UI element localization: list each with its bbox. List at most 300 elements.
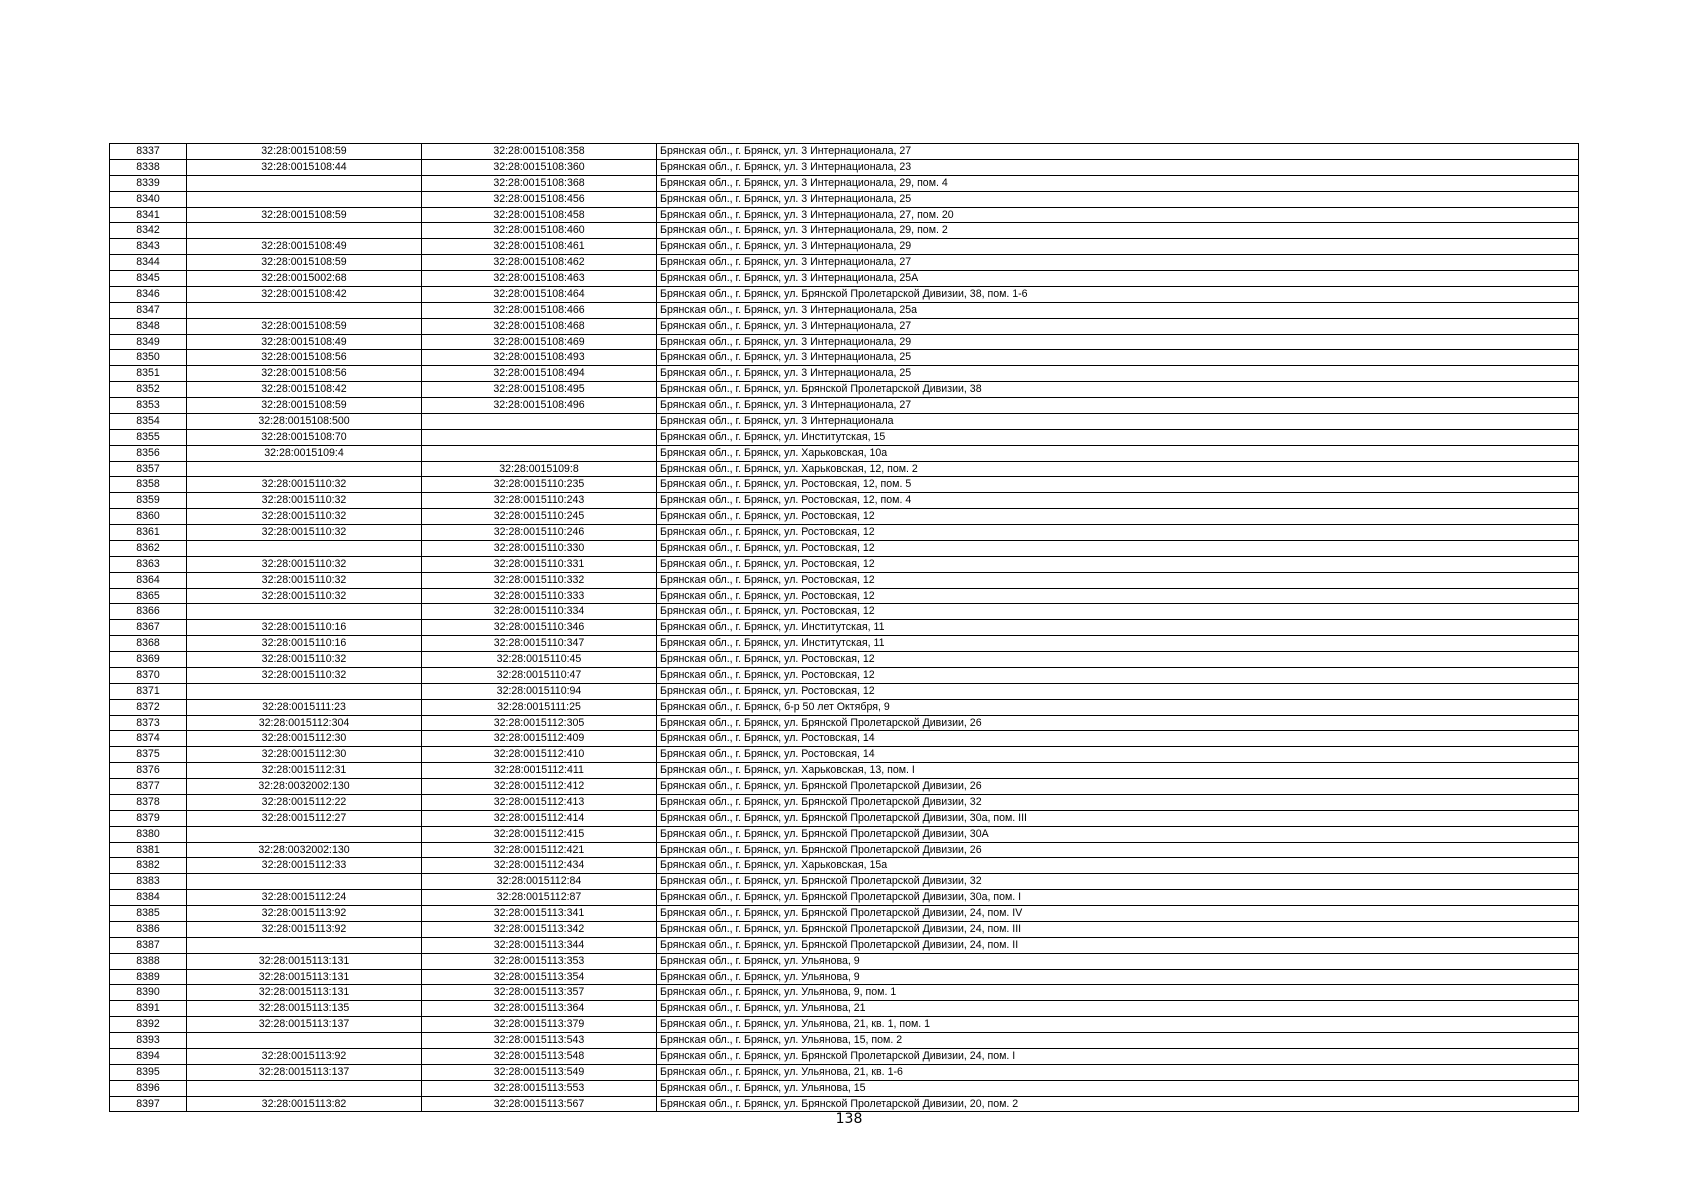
row-number-cell: 8389 <box>110 969 187 985</box>
table-row <box>110 731 1579 747</box>
cadastral-number-cell: 32:28:0015113:344 <box>422 937 657 953</box>
cadastral-number-cell <box>422 429 657 445</box>
cadastral-number-cell: 32:28:0015110:331 <box>422 556 657 572</box>
parent-cadastral-number-cell <box>187 540 422 556</box>
parent-cadastral-number-cell: 32:28:0015108:42 <box>187 382 422 398</box>
parent-cadastral-number-cell: 32:28:0015110:16 <box>187 636 422 652</box>
parent-cadastral-number-cell: 32:28:0015112:30 <box>187 731 422 747</box>
parent-cadastral-number-cell <box>187 937 422 953</box>
row-number-cell: 8360 <box>110 509 187 525</box>
row-number-cell: 8372 <box>110 699 187 715</box>
row-number-cell: 8383 <box>110 874 187 890</box>
cadastral-number-cell: 32:28:0015108:458 <box>422 207 657 223</box>
cadastral-number-cell: 32:28:0015110:334 <box>422 604 657 620</box>
address-cell: Брянская обл., г. Брянск, ул. Ульянова, 21, кв. 1, пом. 1 <box>657 1017 1579 1033</box>
parent-cadastral-number-cell <box>187 302 422 318</box>
parent-cadastral-number-cell <box>187 604 422 620</box>
address-cell: Брянская обл., г. Брянск, ул. Ульянова, 9, пом. 1 <box>657 985 1579 1001</box>
parent-cadastral-number-cell: 32:28:0015112:27 <box>187 810 422 826</box>
page-number: 138 <box>835 1111 863 1127</box>
table-row <box>110 429 1579 445</box>
row-number-cell: 8344 <box>110 255 187 271</box>
address-cell: Брянская обл., г. Брянск, ул. 3 Интернационала, 27 <box>657 144 1579 160</box>
address-cell: Брянская обл., г. Брянск, ул. Ростовская, 12 <box>657 604 1579 620</box>
table-row <box>110 556 1579 572</box>
table-row <box>110 1064 1579 1080</box>
table-row <box>110 763 1579 779</box>
row-number-cell: 8349 <box>110 334 187 350</box>
table-row <box>110 588 1579 604</box>
address-cell: Брянская обл., г. Брянск, ул. Институтская, 15 <box>657 429 1579 445</box>
table-row <box>110 493 1579 509</box>
parent-cadastral-number-cell: 32:28:0015113:82 <box>187 1096 422 1112</box>
address-cell: Брянская обл., г. Брянск, ул. Брянской Пролетарской Дивизии, 30а, пом. III <box>657 810 1579 826</box>
row-number-cell: 8348 <box>110 318 187 334</box>
table-row <box>110 667 1579 683</box>
cadastral-number-cell: 32:28:0015108:469 <box>422 334 657 350</box>
row-number-cell: 8339 <box>110 175 187 191</box>
cadastral-number-cell: 32:28:0015110:347 <box>422 636 657 652</box>
address-cell: Брянская обл., г. Брянск, ул. 3 Интернационала, 29, пом. 2 <box>657 223 1579 239</box>
row-number-cell: 8382 <box>110 858 187 874</box>
row-number-cell: 8345 <box>110 271 187 287</box>
row-number-cell: 8342 <box>110 223 187 239</box>
parent-cadastral-number-cell: 32:28:0015110:16 <box>187 620 422 636</box>
address-cell: Брянская обл., г. Брянск, ул. 3 Интернационала, 29 <box>657 334 1579 350</box>
address-cell: Брянская обл., г. Брянск, ул. Брянской Пролетарской Дивизии, 24, пом. IV <box>657 906 1579 922</box>
address-cell: Брянская обл., г. Брянск, ул. Ростовская, 14 <box>657 747 1579 763</box>
address-cell: Брянская обл., г. Брянск, ул. 3 Интернационала, 27 <box>657 255 1579 271</box>
row-number-cell: 8396 <box>110 1080 187 1096</box>
row-number-cell: 8337 <box>110 144 187 160</box>
address-cell: Брянская обл., г. Брянск, ул. Ульянова, 21, кв. 1-6 <box>657 1064 1579 1080</box>
table-row <box>110 223 1579 239</box>
row-number-cell: 8375 <box>110 747 187 763</box>
address-cell: Брянская обл., г. Брянск, ул. 3 Интернационала, 27 <box>657 398 1579 414</box>
row-number-cell: 8356 <box>110 445 187 461</box>
parent-cadastral-number-cell <box>187 683 422 699</box>
address-cell: Брянская обл., г. Брянск, ул. Ростовская, 14 <box>657 731 1579 747</box>
parent-cadastral-number-cell: 32:28:0015110:32 <box>187 556 422 572</box>
row-number-cell: 8391 <box>110 1001 187 1017</box>
address-cell: Брянская обл., г. Брянск, ул. Брянской Пролетарской Дивизии, 38, пом. 1-6 <box>657 286 1579 302</box>
parent-cadastral-number-cell: 32:28:0015108:56 <box>187 366 422 382</box>
parent-cadastral-number-cell: 32:28:0015112:304 <box>187 715 422 731</box>
table-row <box>110 747 1579 763</box>
cadastral-number-cell: 32:28:0015113:364 <box>422 1001 657 1017</box>
cadastral-number-cell: 32:28:0015112:434 <box>422 858 657 874</box>
parent-cadastral-number-cell: 32:28:0015110:32 <box>187 588 422 604</box>
address-cell: Брянская обл., г. Брянск, ул. 3 Интернационала, 25 <box>657 366 1579 382</box>
parent-cadastral-number-cell: 32:28:0015112:24 <box>187 890 422 906</box>
cadastral-number-cell: 32:28:0015113:379 <box>422 1017 657 1033</box>
table-row <box>110 969 1579 985</box>
row-number-cell: 8361 <box>110 525 187 541</box>
cadastral-number-cell: 32:28:0015108:460 <box>422 223 657 239</box>
address-cell: Брянская обл., г. Брянск, ул. Харьковская, 12, пом. 2 <box>657 461 1579 477</box>
address-cell: Брянская обл., г. Брянск, ул. Брянской Пролетарской Дивизии, 26 <box>657 842 1579 858</box>
address-cell: Брянская обл., г. Брянск, б-р 50 лет Октября, 9 <box>657 699 1579 715</box>
table-row <box>110 810 1579 826</box>
parent-cadastral-number-cell: 32:28:0015110:32 <box>187 493 422 509</box>
row-number-cell: 8343 <box>110 239 187 255</box>
row-number-cell: 8393 <box>110 1033 187 1049</box>
parent-cadastral-number-cell: 32:28:0015108:500 <box>187 413 422 429</box>
table-row <box>110 255 1579 271</box>
address-cell: Брянская обл., г. Брянск, ул. 3 Интернационала <box>657 413 1579 429</box>
cadastral-number-cell: 32:28:0015108:456 <box>422 191 657 207</box>
row-number-cell: 8369 <box>110 652 187 668</box>
row-number-cell: 8380 <box>110 826 187 842</box>
cadastral-number-cell: 32:28:0015108:463 <box>422 271 657 287</box>
parent-cadastral-number-cell: 32:28:0015110:32 <box>187 667 422 683</box>
row-number-cell: 8387 <box>110 937 187 953</box>
row-number-cell: 8392 <box>110 1017 187 1033</box>
parent-cadastral-number-cell: 32:28:0015002:68 <box>187 271 422 287</box>
parent-cadastral-number-cell: 32:28:0015112:22 <box>187 794 422 810</box>
cadastral-number-cell: 32:28:0015110:245 <box>422 509 657 525</box>
table-row <box>110 540 1579 556</box>
parent-cadastral-number-cell: 32:28:0015113:135 <box>187 1001 422 1017</box>
row-number-cell: 8379 <box>110 810 187 826</box>
table-row <box>110 636 1579 652</box>
address-cell: Брянская обл., г. Брянск, ул. Брянской Пролетарской Дивизии, 26 <box>657 779 1579 795</box>
cadastral-number-cell: 32:28:0015109:8 <box>422 461 657 477</box>
address-cell: Брянская обл., г. Брянск, ул. Ростовская, 12 <box>657 525 1579 541</box>
cadastral-number-cell: 32:28:0015112:84 <box>422 874 657 890</box>
cadastral-number-cell: 32:28:0015112:410 <box>422 747 657 763</box>
cadastral-number-cell: 32:28:0015113:353 <box>422 953 657 969</box>
row-number-cell: 8340 <box>110 191 187 207</box>
cadastral-number-cell: 32:28:0015113:549 <box>422 1064 657 1080</box>
address-cell: Брянская обл., г. Брянск, ул. Ростовская, 12 <box>657 556 1579 572</box>
row-number-cell: 8347 <box>110 302 187 318</box>
cadastral-number-cell: 32:28:0015113:567 <box>422 1096 657 1112</box>
row-number-cell: 8384 <box>110 890 187 906</box>
cadastral-number-cell: 32:28:0015108:468 <box>422 318 657 334</box>
address-cell: Брянская обл., г. Брянск, ул. Брянской Пролетарской Дивизии, 24, пом. I <box>657 1048 1579 1064</box>
table-row <box>110 286 1579 302</box>
table-row <box>110 271 1579 287</box>
parent-cadastral-number-cell: 32:28:0015108:59 <box>187 144 422 160</box>
table-row <box>110 191 1579 207</box>
cadastral-number-cell: 32:28:0015110:332 <box>422 572 657 588</box>
parent-cadastral-number-cell: 32:28:0015110:32 <box>187 509 422 525</box>
parent-cadastral-number-cell: 32:28:0015113:92 <box>187 1048 422 1064</box>
address-cell: Брянская обл., г. Брянск, ул. Брянской Пролетарской Дивизии, 26 <box>657 715 1579 731</box>
table-row <box>110 382 1579 398</box>
address-cell: Брянская обл., г. Брянск, ул. Ульянова, 15, пом. 2 <box>657 1033 1579 1049</box>
parent-cadastral-number-cell <box>187 191 422 207</box>
parent-cadastral-number-cell: 32:28:0015108:56 <box>187 350 422 366</box>
table-row <box>110 683 1579 699</box>
address-cell: Брянская обл., г. Брянск, ул. Брянской Пролетарской Дивизии, 20, пом. 2 <box>657 1096 1579 1112</box>
address-cell: Брянская обл., г. Брянск, ул. Ростовская, 12 <box>657 509 1579 525</box>
parent-cadastral-number-cell: 32:28:0015113:92 <box>187 921 422 937</box>
table-row <box>110 239 1579 255</box>
parent-cadastral-number-cell: 32:28:0015109:4 <box>187 445 422 461</box>
parent-cadastral-number-cell: 32:28:0015113:131 <box>187 969 422 985</box>
cadastral-number-cell: 32:28:0015108:495 <box>422 382 657 398</box>
cadastral-number-cell: 32:28:0015112:411 <box>422 763 657 779</box>
address-cell: Брянская обл., г. Брянск, ул. Харьковская, 13, пом. I <box>657 763 1579 779</box>
table-row <box>110 525 1579 541</box>
address-cell: Брянская обл., г. Брянск, ул. Ростовская, 12 <box>657 667 1579 683</box>
parent-cadastral-number-cell: 32:28:0015110:32 <box>187 572 422 588</box>
table-row <box>110 1017 1579 1033</box>
table-row <box>110 159 1579 175</box>
cadastral-number-cell: 32:28:0015108:494 <box>422 366 657 382</box>
cadastral-number-cell: 32:28:0015112:305 <box>422 715 657 731</box>
address-cell: Брянская обл., г. Брянск, ул. Брянской Пролетарской Дивизии, 24, пом. II <box>657 937 1579 953</box>
parent-cadastral-number-cell: 32:28:0015108:70 <box>187 429 422 445</box>
table-row <box>110 413 1579 429</box>
cadastral-number-cell: 32:28:0015108:496 <box>422 398 657 414</box>
row-number-cell: 8388 <box>110 953 187 969</box>
row-number-cell: 8346 <box>110 286 187 302</box>
parent-cadastral-number-cell: 32:28:0015108:44 <box>187 159 422 175</box>
cadastral-number-cell: 32:28:0015112:421 <box>422 842 657 858</box>
row-number-cell: 8376 <box>110 763 187 779</box>
address-cell: Брянская обл., г. Брянск, ул. 3 Интернационала, 27, пом. 20 <box>657 207 1579 223</box>
address-cell: Брянская обл., г. Брянск, ул. Институтская, 11 <box>657 636 1579 652</box>
row-number-cell: 8395 <box>110 1064 187 1080</box>
table-row <box>110 826 1579 842</box>
cadastral-number-cell: 32:28:0015108:358 <box>422 144 657 160</box>
address-cell: Брянская обл., г. Брянск, ул. Ульянова, 9 <box>657 953 1579 969</box>
cadastral-number-cell: 32:28:0015112:412 <box>422 779 657 795</box>
cadastral-number-cell: 32:28:0015112:414 <box>422 810 657 826</box>
table-row <box>110 350 1579 366</box>
address-cell: Брянская обл., г. Брянск, ул. Ростовская, 12 <box>657 683 1579 699</box>
address-cell: Брянская обл., г. Брянск, ул. 3 Интернационала, 25А <box>657 271 1579 287</box>
cadastral-number-cell: 32:28:0015111:25 <box>422 699 657 715</box>
address-cell: Брянская обл., г. Брянск, ул. Брянской Пролетарской Дивизии, 30а, пом. I <box>657 890 1579 906</box>
cadastral-number-cell: 32:28:0015110:333 <box>422 588 657 604</box>
table-row <box>110 953 1579 969</box>
registry-table <box>109 143 1579 1112</box>
table-row <box>110 572 1579 588</box>
row-number-cell: 8341 <box>110 207 187 223</box>
table-row <box>110 921 1579 937</box>
address-cell: Брянская обл., г. Брянск, ул. Харьковская, 15а <box>657 858 1579 874</box>
cadastral-number-cell: 32:28:0015113:543 <box>422 1033 657 1049</box>
table-row <box>110 858 1579 874</box>
address-cell: Брянская обл., г. Брянск, ул. Ульянова, 9 <box>657 969 1579 985</box>
cadastral-number-cell: 32:28:0015108:368 <box>422 175 657 191</box>
cadastral-number-cell: 32:28:0015108:466 <box>422 302 657 318</box>
address-cell: Брянская обл., г. Брянск, ул. Ульянова, 15 <box>657 1080 1579 1096</box>
row-number-cell: 8355 <box>110 429 187 445</box>
table-row <box>110 1096 1579 1112</box>
table-row <box>110 874 1579 890</box>
table-row <box>110 477 1579 493</box>
cadastral-number-cell: 32:28:0015110:94 <box>422 683 657 699</box>
parent-cadastral-number-cell: 32:28:0015113:137 <box>187 1017 422 1033</box>
table-row <box>110 366 1579 382</box>
address-cell: Брянская обл., г. Брянск, ул. Ростовская, 12 <box>657 572 1579 588</box>
address-cell: Брянская обл., г. Брянск, ул. Ростовская, 12, пом. 5 <box>657 477 1579 493</box>
table-row <box>110 620 1579 636</box>
table-row <box>110 699 1579 715</box>
address-cell: Брянская обл., г. Брянск, ул. 3 Интернационала, 25 <box>657 191 1579 207</box>
cadastral-number-cell: 32:28:0015112:415 <box>422 826 657 842</box>
address-cell: Брянская обл., г. Брянск, ул. 3 Интернационала, 25 <box>657 350 1579 366</box>
table-row <box>110 1080 1579 1096</box>
address-cell: Брянская обл., г. Брянск, ул. Брянской Пролетарской Дивизии, 38 <box>657 382 1579 398</box>
registry-table-body <box>110 144 1579 1112</box>
parent-cadastral-number-cell: 32:28:0015110:32 <box>187 525 422 541</box>
row-number-cell: 8377 <box>110 779 187 795</box>
cadastral-number-cell: 32:28:0015110:45 <box>422 652 657 668</box>
row-number-cell: 8365 <box>110 588 187 604</box>
row-number-cell: 8354 <box>110 413 187 429</box>
address-cell: Брянская обл., г. Брянск, ул. Харьковская, 10а <box>657 445 1579 461</box>
row-number-cell: 8338 <box>110 159 187 175</box>
parent-cadastral-number-cell <box>187 1033 422 1049</box>
cadastral-number-cell: 32:28:0015110:346 <box>422 620 657 636</box>
address-cell: Брянская обл., г. Брянск, ул. Ульянова, 21 <box>657 1001 1579 1017</box>
table-row <box>110 906 1579 922</box>
address-cell: Брянская обл., г. Брянск, ул. Брянской Пролетарской Дивизии, 30А <box>657 826 1579 842</box>
parent-cadastral-number-cell <box>187 826 422 842</box>
parent-cadastral-number-cell <box>187 223 422 239</box>
row-number-cell: 8359 <box>110 493 187 509</box>
cadastral-number-cell <box>422 413 657 429</box>
cadastral-number-cell: 32:28:0015110:235 <box>422 477 657 493</box>
cadastral-number-cell: 32:28:0015108:360 <box>422 159 657 175</box>
parent-cadastral-number-cell: 32:28:0015108:49 <box>187 334 422 350</box>
address-cell: Брянская обл., г. Брянск, ул. Брянской Пролетарской Дивизии, 32 <box>657 794 1579 810</box>
row-number-cell: 8353 <box>110 398 187 414</box>
row-number-cell: 8350 <box>110 350 187 366</box>
table-row <box>110 175 1579 191</box>
parent-cadastral-number-cell: 32:28:0015110:32 <box>187 652 422 668</box>
table-row <box>110 985 1579 1001</box>
table-row <box>110 1048 1579 1064</box>
cadastral-number-cell: 32:28:0015112:409 <box>422 731 657 747</box>
address-cell: Брянская обл., г. Брянск, ул. Ростовская, 12 <box>657 540 1579 556</box>
parent-cadastral-number-cell: 32:28:0015108:59 <box>187 398 422 414</box>
row-number-cell: 8367 <box>110 620 187 636</box>
parent-cadastral-number-cell: 32:28:0015108:59 <box>187 318 422 334</box>
parent-cadastral-number-cell <box>187 1080 422 1096</box>
table-row <box>110 318 1579 334</box>
parent-cadastral-number-cell: 32:28:0015113:131 <box>187 985 422 1001</box>
cadastral-number-cell: 32:28:0015113:354 <box>422 969 657 985</box>
parent-cadastral-number-cell: 32:28:0015108:59 <box>187 255 422 271</box>
table-row <box>110 398 1579 414</box>
address-cell: Брянская обл., г. Брянск, ул. Институтская, 11 <box>657 620 1579 636</box>
table-row <box>110 509 1579 525</box>
parent-cadastral-number-cell: 32:28:0015108:59 <box>187 207 422 223</box>
row-number-cell: 8378 <box>110 794 187 810</box>
cadastral-number-cell: 32:28:0015112:87 <box>422 890 657 906</box>
address-cell: Брянская обл., г. Брянск, ул. 3 Интернационала, 29 <box>657 239 1579 255</box>
row-number-cell: 8397 <box>136 1097 160 1110</box>
table-row <box>110 207 1579 223</box>
row-number-cell: 8394 <box>110 1048 187 1064</box>
table-row <box>110 715 1579 731</box>
parent-cadastral-number-cell: 32:28:0015112:31 <box>187 763 422 779</box>
cadastral-number-cell: 32:28:0015112:413 <box>422 794 657 810</box>
table-row <box>110 779 1579 795</box>
row-number-cell: 8373 <box>110 715 187 731</box>
row-number-cell: 8357 <box>110 461 187 477</box>
row-number-cell: 8362 <box>110 540 187 556</box>
cadastral-number-cell: 32:28:0015108:461 <box>422 239 657 255</box>
cadastral-number-cell: 32:28:0015113:342 <box>422 921 657 937</box>
table-row <box>110 144 1579 160</box>
table-row <box>110 652 1579 668</box>
cadastral-number-cell: 32:28:0015110:243 <box>422 493 657 509</box>
row-number-cell: 8366 <box>110 604 187 620</box>
parent-cadastral-number-cell: 32:28:0015108:42 <box>187 286 422 302</box>
parent-cadastral-number-cell: 32:28:0015110:32 <box>187 477 422 493</box>
row-number-cell: 8364 <box>110 572 187 588</box>
row-number-cell: 8368 <box>110 636 187 652</box>
cadastral-number-cell: 32:28:0015113:357 <box>422 985 657 1001</box>
cadastral-number-cell: 32:28:0015113:553 <box>422 1080 657 1096</box>
cadastral-number-cell: 32:28:0015110:246 <box>422 525 657 541</box>
parent-cadastral-number-cell: 32:28:0015111:23 <box>187 699 422 715</box>
address-cell: Брянская обл., г. Брянск, ул. Брянской Пролетарской Дивизии, 32 <box>657 874 1579 890</box>
row-number-cell: 8352 <box>110 382 187 398</box>
address-cell: Брянская обл., г. Брянск, ул. Ростовская, 12, пом. 4 <box>657 493 1579 509</box>
parent-cadastral-number-cell: 32:28:0015108:49 <box>187 239 422 255</box>
cadastral-number-cell: 32:28:0015113:548 <box>422 1048 657 1064</box>
row-number-cell: 8381 <box>110 842 187 858</box>
cadastral-number-cell: 32:28:0015108:464 <box>422 286 657 302</box>
cadastral-number-cell: 32:28:0015108:493 <box>422 350 657 366</box>
parent-cadastral-number-cell <box>187 175 422 191</box>
parent-cadastral-number-cell: 32:28:0015113:131 <box>187 953 422 969</box>
cadastral-number-cell: 32:28:0015113:341 <box>422 906 657 922</box>
row-number-cell: 8390 <box>110 985 187 1001</box>
address-cell: Брянская обл., г. Брянск, ул. Ростовская, 12 <box>657 652 1579 668</box>
row-number-cell: 8385 <box>110 906 187 922</box>
parent-cadastral-number-cell <box>187 874 422 890</box>
table-row <box>110 890 1579 906</box>
table-row <box>110 302 1579 318</box>
address-cell: Брянская обл., г. Брянск, ул. 3 Интернационала, 27 <box>657 318 1579 334</box>
table-row <box>110 842 1579 858</box>
table-row <box>110 794 1579 810</box>
row-number-cell: 8371 <box>110 683 187 699</box>
row-number-cell: 8351 <box>110 366 187 382</box>
parent-cadastral-number-cell: 32:28:0032002:130 <box>187 842 422 858</box>
table-row <box>110 937 1579 953</box>
parent-cadastral-number-cell: 32:28:0015112:33 <box>187 858 422 874</box>
parent-cadastral-number-cell: 32:28:0015112:30 <box>187 747 422 763</box>
parent-cadastral-number-cell: 32:28:0015113:137 <box>187 1064 422 1080</box>
table-row <box>110 1001 1579 1017</box>
cadastral-number-cell: 32:28:0015108:462 <box>422 255 657 271</box>
cadastral-number-cell: 32:28:0015110:47 <box>422 667 657 683</box>
address-cell: Брянская обл., г. Брянск, ул. 3 Интернационала, 23 <box>657 159 1579 175</box>
table-row <box>110 461 1579 477</box>
parent-cadastral-number-cell <box>187 461 422 477</box>
table-row <box>110 334 1579 350</box>
parent-cadastral-number-cell: 32:28:0015113:92 <box>187 906 422 922</box>
parent-cadastral-number-cell: 32:28:0032002:130 <box>187 779 422 795</box>
cadastral-number-cell <box>422 445 657 461</box>
row-number-cell: 8370 <box>110 667 187 683</box>
address-cell: Брянская обл., г. Брянск, ул. Ростовская, 12 <box>657 588 1579 604</box>
cadastral-number-cell: 32:28:0015110:330 <box>422 540 657 556</box>
table-row <box>110 1033 1579 1049</box>
address-cell: Брянская обл., г. Брянск, ул. 3 Интернационала, 29, пом. 4 <box>657 175 1579 191</box>
